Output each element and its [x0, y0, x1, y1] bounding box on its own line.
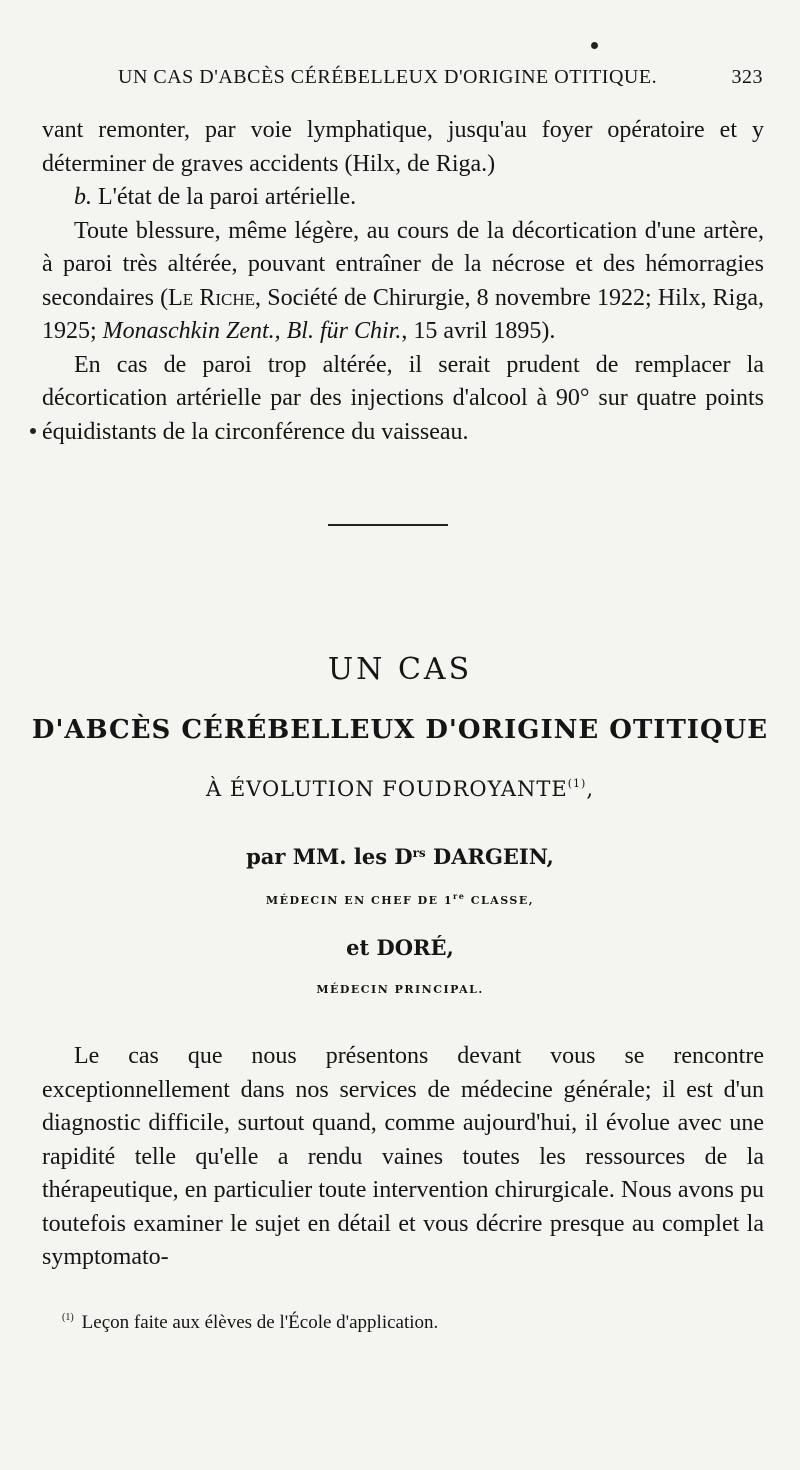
article-title-line-3 — [0, 777, 800, 801]
author-prefix-sup: rs — [412, 846, 426, 860]
author-2-role: MÉDECIN PRINCIPAL. — [316, 983, 484, 996]
running-head-title: UN CAS D'ABCÈS CÉRÉBELLEUX D'ORIGINE OTITIQUE. — [118, 66, 658, 88]
article-paragraph: Le cas que nous présentons devant vous se rencontre exceptionnellement dans nos services de médecine générale; il est d'un diagnostic difficile, surtout quand, comme aujourd'hui, il évolue avec une rapidité telle qu'elle a rendu vaines toutes les ressources de la thérapeutique, en particulier toute intervention chirurgicale. Nous avons pu toutefois examiner le sujet en détail et vous décrire presque au complet la symptomato- — [42, 1043, 764, 1270]
title-line-3-end: , — [586, 777, 594, 801]
le-riche-name: Le Riche — [168, 284, 256, 311]
item-b-letter: b. — [74, 184, 92, 210]
footnote-text: Leçon faite aux élèves de l'École d'application. — [81, 1312, 439, 1333]
author-1-role-sup: re — [453, 891, 466, 901]
author-1-role — [0, 891, 800, 907]
article-body — [42, 1040, 764, 1275]
previous-article-text — [42, 114, 764, 449]
running-head — [118, 66, 763, 89]
para1-mid: , Société de Chirurgie, 8 novembre 1922; Hilx, Riga, 1925; — [42, 284, 765, 344]
author-1-role-b: CLASSE, — [465, 894, 535, 907]
footnote-mark: (1) — [62, 1312, 74, 1323]
author-1-name: DARGEIN, — [425, 844, 554, 869]
article-title-line-1: UN CAS — [327, 652, 473, 687]
article-title-line-2: D'ABCÈS CÉRÉBELLEUX D'ORIGINE OTITIQUE — [31, 715, 769, 745]
author-2-name: et DORÉ, — [346, 935, 454, 960]
footnote — [62, 1312, 438, 1334]
continuation-paragraph: vant remonter, par voie lymphatique, jusqu'au foyer opératoire et y déterminer de graves accidents (Hilx, de Riga.) — [42, 117, 764, 177]
paragraph-blessure — [42, 215, 764, 349]
footnote-reference: (1) — [567, 777, 587, 790]
print-speck — [591, 42, 598, 49]
para1-start: Toute blessure, même légère, au cours de la décortication d'une artère, à paroi très altérée, pouvant entraîner de la nécrose et des hémorragies secondaires ( — [42, 217, 764, 311]
author-prefix: par MM. les D — [246, 844, 413, 869]
title-line-3-text: À ÉVOLUTION FOUDROYANTE — [206, 777, 568, 801]
monaschkin-citation: Monaschkin Zent., Bl. für Chir. — [102, 318, 402, 344]
author-1-role-a: MÉDECIN EN CHEF DE 1 — [265, 894, 454, 907]
item-b-text: L'état de la paroi artérielle. — [92, 184, 357, 210]
item-b — [42, 181, 764, 215]
para1-end: , 15 avril 1895). — [401, 318, 556, 344]
paragraph-paroi: En cas de paroi trop altérée, il serait prudent de remplacer la décortication artérielle par des injections d'alcool à 90° sur quatre points équidistants de la circonférence du vaisseau. — [42, 351, 764, 445]
page-number: 323 — [731, 66, 763, 88]
section-divider — [328, 524, 448, 526]
author-line-1 — [0, 844, 800, 869]
print-speck — [30, 428, 36, 434]
